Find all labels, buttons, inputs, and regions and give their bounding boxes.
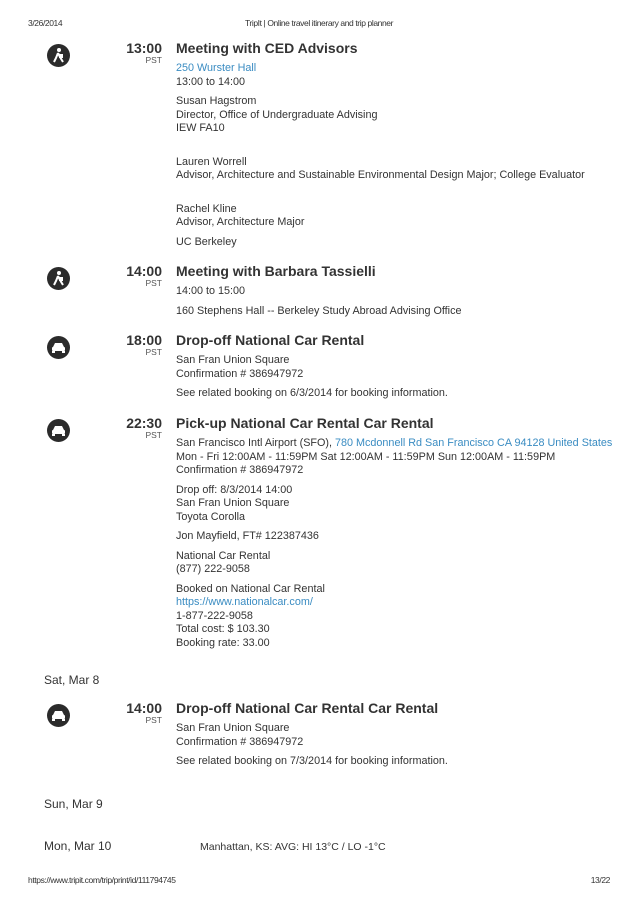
weather-summary: Manhattan, KS: AVG: HI 13°C / LO -1°C xyxy=(200,841,386,853)
detail-line: See related booking on 6/3/2014 for booking information. xyxy=(176,387,448,399)
event-time: 13:00 PST xyxy=(100,40,162,65)
detail-group xyxy=(176,142,616,150)
detail-line: See related booking on 7/3/2014 for booking information. xyxy=(176,755,448,767)
detail-line: Toyota Corolla xyxy=(176,510,246,523)
detail-line: Drop off: 8/3/2014 14:00 xyxy=(176,483,293,496)
detail-group xyxy=(176,354,616,381)
detail-line: Confirmation # 386947972 xyxy=(176,464,304,476)
detail-group xyxy=(176,189,616,197)
itinerary-event xyxy=(0,700,638,775)
event-time: 14:00 PST xyxy=(100,700,162,725)
detail-group xyxy=(176,203,616,230)
person-walking-icon xyxy=(47,44,70,67)
detail-line: San Fran Union Square xyxy=(176,354,290,366)
timezone: PST xyxy=(145,715,162,725)
detail-line: Total cost: $ 103.30 xyxy=(176,623,270,635)
itinerary-event xyxy=(0,40,638,255)
day-heading: Sun, Mar 9 xyxy=(44,797,103,811)
detail-line: 1-877-222-9058 xyxy=(176,609,253,622)
detail-line: San Francisco Intl Airport (SFO), xyxy=(176,437,336,449)
detail-group xyxy=(176,437,616,478)
car-icon xyxy=(47,336,70,359)
detail-line: Jon Mayfield, FT# 122387436 xyxy=(176,530,319,542)
detail-line: 13:00 to 14:00 xyxy=(176,75,246,88)
event-title[interactable]: Pick-up National Car Rental Car Rental xyxy=(176,415,434,431)
detail-line: Director, Office of Undergraduate Advising xyxy=(176,108,378,121)
event-title[interactable]: Drop-off National Car Rental Car Rental xyxy=(176,700,439,716)
timezone: PST xyxy=(145,430,162,440)
itinerary-event xyxy=(0,415,638,656)
detail-group xyxy=(176,387,616,401)
detail-group xyxy=(176,722,616,749)
timezone: PST xyxy=(145,55,162,65)
detail-line: National Car Rental xyxy=(176,549,271,562)
detail-line: 160 Stephens Hall -- Berkeley Study Abroad Advising Office xyxy=(176,304,462,317)
detail-group xyxy=(176,236,616,250)
event-time: 14:00 PST xyxy=(100,263,162,288)
detail-line: Booking rate: 33.00 xyxy=(176,636,270,649)
detail-line: San Fran Union Square xyxy=(176,497,290,509)
event-time: 22:30 PST xyxy=(100,415,162,440)
detail-line: Rachel Kline xyxy=(176,202,237,215)
detail-line: IEW FA10 xyxy=(176,122,225,134)
detail-link[interactable]: 250 Wurster Hall xyxy=(176,62,257,74)
detail-group xyxy=(176,156,616,183)
detail-group xyxy=(176,95,616,136)
detail-line: Confirmation # 386947972 xyxy=(176,367,304,380)
detail-group xyxy=(176,550,616,577)
day-heading: Mon, Mar 10 xyxy=(44,839,112,853)
detail-group xyxy=(176,305,616,319)
car-icon xyxy=(47,704,70,727)
car-icon xyxy=(47,419,70,442)
event-title[interactable]: Meeting with Barbara Tassielli xyxy=(176,263,376,279)
itinerary-event xyxy=(0,332,638,407)
detail-group xyxy=(176,484,616,525)
detail-group xyxy=(176,583,616,651)
event-time: 18:00 PST xyxy=(100,332,162,357)
detail-line: Advisor, Architecture and Sustainable Environmental Design Major; College Evaluator xyxy=(176,169,585,181)
print-date: 3/26/2014 xyxy=(28,18,63,28)
detail-line: San Fran Union Square xyxy=(176,722,290,734)
detail-line: 14:00 to 15:00 xyxy=(176,285,246,297)
address-link[interactable]: 780 Mcdonnell Rd San Francisco CA 94128 United States xyxy=(335,437,613,449)
event-title[interactable]: Drop-off National Car Rental xyxy=(176,332,365,348)
detail-group xyxy=(176,530,616,544)
detail-line: Confirmation # 386947972 xyxy=(176,735,304,748)
timezone: PST xyxy=(145,278,162,288)
itinerary-event xyxy=(0,263,638,324)
detail-line: Advisor, Architecture Major xyxy=(176,216,305,228)
detail-line: Susan Hagstrom xyxy=(176,95,257,107)
detail-group xyxy=(176,62,616,89)
day-heading: Sat, Mar 8 xyxy=(44,673,100,687)
detail-line: Lauren Worrell xyxy=(176,155,247,168)
person-walking-icon xyxy=(47,267,70,290)
timezone: PST xyxy=(145,347,162,357)
page-title: TripIt | Online travel itinerary and trip planner xyxy=(244,18,394,28)
detail-line: Mon - Fri 12:00AM - 11:59PM Sat 12:00AM - 11:59PM Sun 12:00AM - 11:59PM xyxy=(176,450,556,463)
detail-line: Booked on National Car Rental xyxy=(176,582,325,595)
footer-url: https://www.tripit.com/trip/print/id/111794745 xyxy=(28,875,176,885)
detail-link[interactable]: https://www.nationalcar.com/ xyxy=(176,596,313,608)
detail-line: UC Berkeley xyxy=(176,235,237,248)
detail-line: (877) 222-9058 xyxy=(176,563,250,575)
event-title[interactable]: Meeting with CED Advisors xyxy=(176,40,358,56)
page-number: 13/22 xyxy=(590,875,610,885)
detail-group xyxy=(176,285,616,299)
detail-group xyxy=(176,755,616,769)
